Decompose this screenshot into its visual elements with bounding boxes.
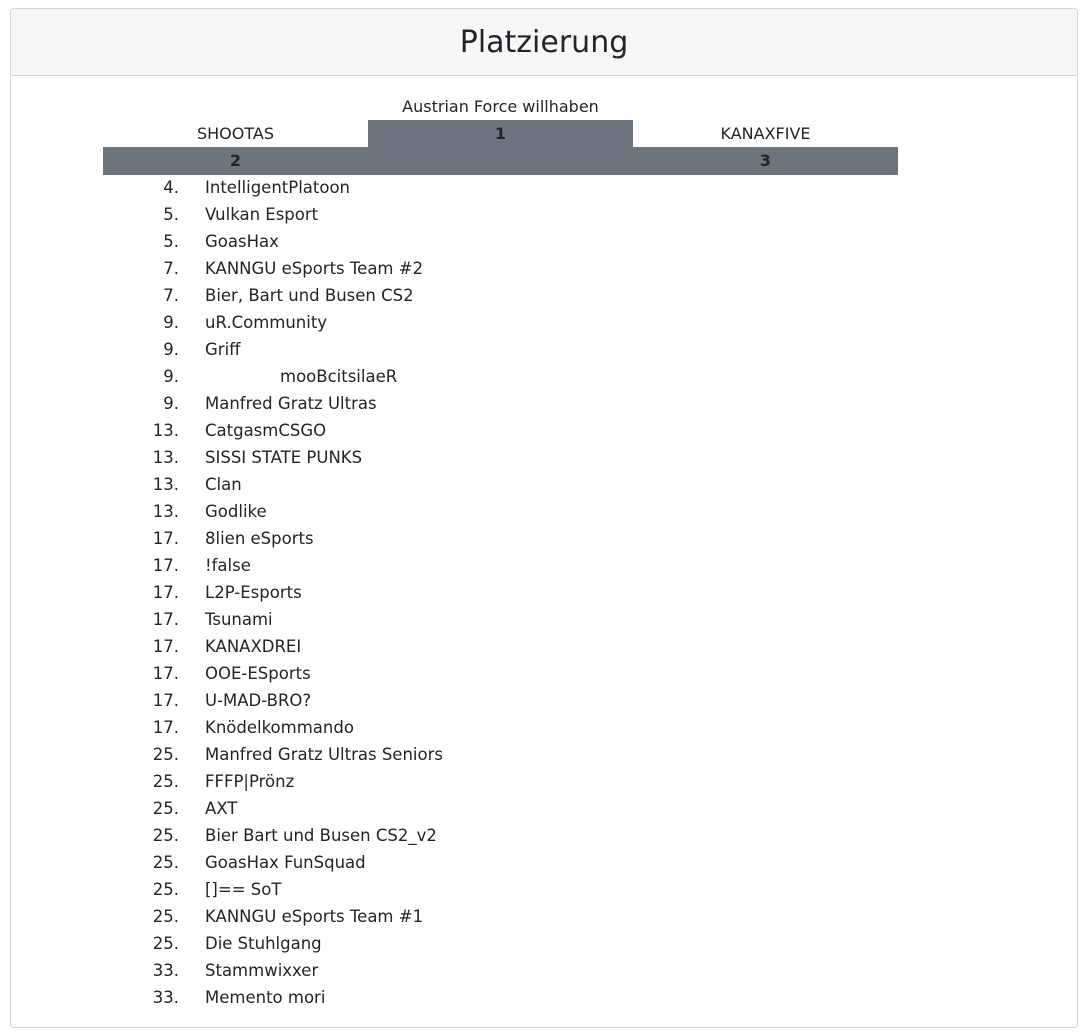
ranking-row bbox=[11, 579, 443, 606]
rank-number: 13. bbox=[152, 448, 179, 467]
rank-team-name[interactable]: uR.Community bbox=[205, 313, 328, 332]
rank-number: 17. bbox=[152, 637, 179, 656]
podium-second-block bbox=[103, 147, 368, 175]
rank-number: 17. bbox=[152, 583, 179, 602]
rank-team-name[interactable]: KANNGU eSports Team #1 bbox=[205, 907, 424, 926]
rank-number: 4. bbox=[163, 178, 179, 197]
podium-third-team[interactable]: KANAXFIVE bbox=[720, 124, 811, 143]
podium-first-team[interactable]: Austrian Force willhaben bbox=[402, 97, 599, 116]
ranking-row bbox=[11, 282, 443, 309]
rank-number: 9. bbox=[163, 367, 179, 386]
rank-number: 25. bbox=[152, 826, 179, 845]
rank-team-name[interactable]: OOE-ESports bbox=[205, 664, 311, 683]
rank-number: 9. bbox=[163, 313, 179, 332]
rank-number: 7. bbox=[163, 259, 179, 278]
ranking-row bbox=[11, 795, 443, 822]
rank-team-name[interactable]: Godlike bbox=[205, 502, 267, 521]
podium-third-place: 3 bbox=[759, 151, 772, 170]
placement-card bbox=[10, 8, 1078, 1028]
ranking-row bbox=[11, 228, 443, 255]
ranking-row bbox=[11, 498, 443, 525]
rank-team-name[interactable]: KANAXDREI bbox=[205, 637, 302, 656]
rank-number: 13. bbox=[152, 502, 179, 521]
ranking-row bbox=[11, 876, 443, 903]
rank-team-name[interactable]: FFFP|Prönz bbox=[205, 772, 295, 791]
ranking-row bbox=[11, 606, 443, 633]
rank-team-name[interactable]: Tsunami bbox=[205, 610, 273, 629]
ranking-row bbox=[11, 957, 443, 984]
rank-team-name[interactable]: Griff bbox=[205, 340, 241, 359]
ranking-row bbox=[11, 174, 443, 201]
ranking-row bbox=[11, 633, 443, 660]
rank-number: 17. bbox=[152, 529, 179, 548]
rank-team-name[interactable]: GoasHax bbox=[205, 232, 279, 251]
ranking-row bbox=[11, 984, 443, 1011]
rank-number: 33. bbox=[152, 961, 179, 980]
ranking-row bbox=[11, 309, 443, 336]
rank-team-name[interactable]: KANNGU eSports Team #2 bbox=[205, 259, 424, 278]
rank-team-name[interactable]: GoasHax FunSquad bbox=[205, 853, 366, 872]
rank-team-name[interactable]: Memento mori bbox=[205, 988, 326, 1007]
rank-number: 17. bbox=[152, 610, 179, 629]
rank-team-name[interactable]: SISSI STATE PUNKS bbox=[205, 448, 363, 467]
ranking-row bbox=[11, 201, 443, 228]
ranking-row bbox=[11, 768, 443, 795]
ranking-row bbox=[11, 741, 443, 768]
rank-number: 9. bbox=[163, 340, 179, 359]
podium-second-team[interactable]: SHOOTAS bbox=[196, 124, 274, 143]
ranking-row bbox=[11, 471, 443, 498]
rank-team-name[interactable]: CatgasmCSGO bbox=[205, 421, 327, 440]
ranking-row bbox=[11, 525, 443, 552]
rank-number: 17. bbox=[152, 691, 179, 710]
rank-number: 7. bbox=[163, 286, 179, 305]
rank-team-name[interactable]: Die Stuhlgang bbox=[205, 934, 322, 953]
ranking-row bbox=[11, 255, 443, 282]
rank-team-name[interactable]: IntelligentPlatoon bbox=[205, 178, 351, 197]
page-title: Platzierung bbox=[459, 24, 629, 60]
rank-team-name[interactable]: Bier, Bart und Busen CS2 bbox=[205, 286, 414, 305]
rank-number: 25. bbox=[152, 907, 179, 926]
ranking-list bbox=[11, 174, 443, 1011]
ranking-row bbox=[11, 849, 443, 876]
rank-number: 17. bbox=[152, 556, 179, 575]
rank-number: 13. bbox=[152, 421, 179, 440]
podium-third-block bbox=[633, 147, 898, 175]
ranking-row bbox=[11, 444, 443, 471]
rank-team-name[interactable]: Manfred Gratz Ultras bbox=[205, 394, 377, 413]
ranking-row bbox=[11, 390, 443, 417]
rank-number: 17. bbox=[152, 664, 179, 683]
ranking-row bbox=[11, 336, 443, 363]
rank-team-name[interactable]: mooBcitsilaeR bbox=[280, 367, 398, 386]
podium-first-block bbox=[368, 120, 633, 175]
rank-team-name[interactable]: Knödelkommando bbox=[205, 718, 354, 737]
rank-number: 5. bbox=[163, 232, 179, 251]
rank-number: 13. bbox=[152, 475, 179, 494]
rank-number: 25. bbox=[152, 799, 179, 818]
rank-team-name[interactable]: Bier Bart und Busen CS2_v2 bbox=[205, 826, 437, 845]
rank-team-name[interactable]: Manfred Gratz Ultras Seniors bbox=[205, 745, 443, 764]
ranking-row bbox=[11, 714, 443, 741]
ranking-row bbox=[11, 363, 443, 390]
ranking-row bbox=[11, 687, 443, 714]
rank-team-name[interactable]: Clan bbox=[205, 475, 242, 494]
rank-team-name[interactable]: 8lien eSports bbox=[205, 529, 314, 548]
ranking-row bbox=[11, 930, 443, 957]
rank-team-name[interactable]: L2P-Esports bbox=[205, 583, 302, 602]
podium-second-place: 2 bbox=[229, 151, 242, 170]
ranking-row bbox=[11, 660, 443, 687]
rank-number: 25. bbox=[152, 934, 179, 953]
rank-number: 17. bbox=[152, 718, 179, 737]
rank-number: 25. bbox=[152, 853, 179, 872]
ranking-row bbox=[11, 822, 443, 849]
card-header bbox=[11, 9, 1077, 76]
ranking-row bbox=[11, 417, 443, 444]
ranking-row bbox=[11, 903, 443, 930]
rank-team-name[interactable]: AXT bbox=[205, 799, 238, 818]
rank-number: 25. bbox=[152, 772, 179, 791]
rank-number: 25. bbox=[152, 880, 179, 899]
podium bbox=[103, 93, 899, 175]
rank-team-name[interactable]: []== SoT bbox=[205, 880, 282, 899]
rank-team-name[interactable]: Vulkan Esport bbox=[205, 205, 319, 224]
rank-team-name[interactable]: U-MAD-BRO? bbox=[205, 691, 312, 710]
rank-number: 33. bbox=[152, 988, 179, 1007]
podium-first-place: 1 bbox=[494, 124, 507, 143]
rank-team-name[interactable]: Stammwixxer bbox=[205, 961, 319, 980]
ranking-row bbox=[11, 552, 443, 579]
rank-team-name[interactable]: !false bbox=[205, 556, 251, 575]
rank-number: 25. bbox=[152, 745, 179, 764]
rank-number: 9. bbox=[163, 394, 179, 413]
rank-number: 5. bbox=[163, 205, 179, 224]
